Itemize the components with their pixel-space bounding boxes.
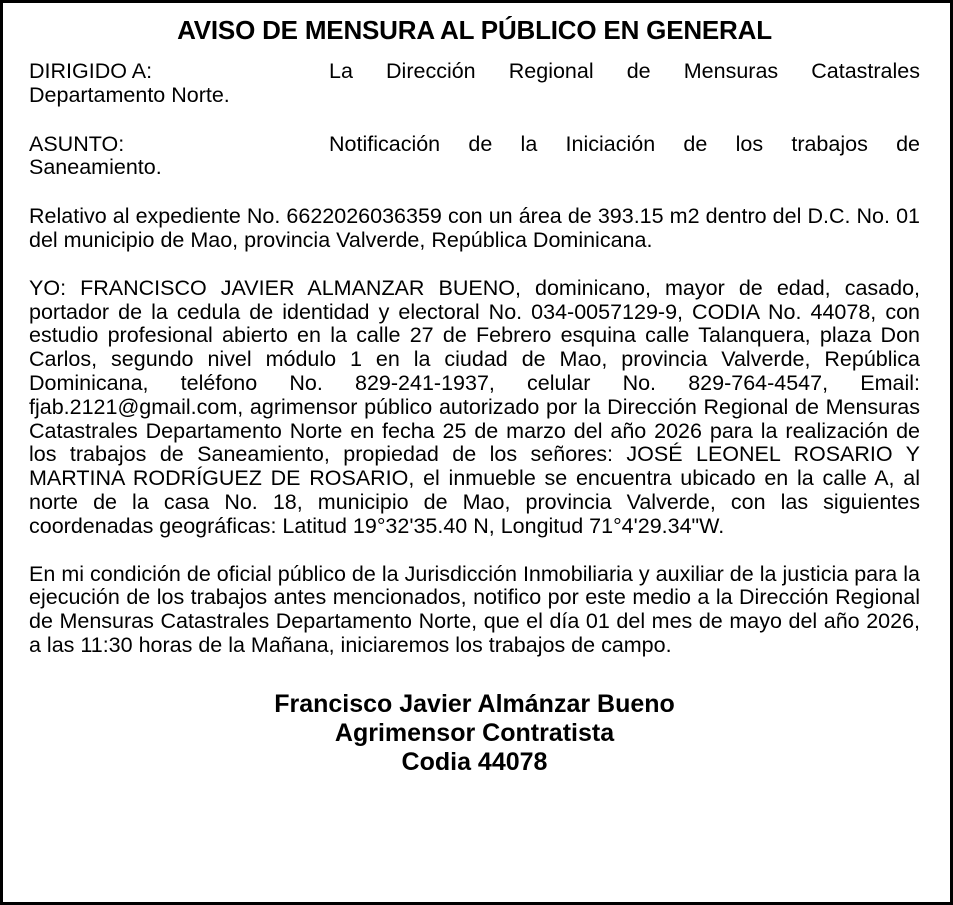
subject-value-line1: Notificación de la Iniciación de los trabajos de (329, 131, 920, 156)
notification-paragraph: En mi condición de oficial público de la Jurisdicción Inmobiliaria y auxiliar de la justicia para la ejecución de los trabajos antes mencionados, notifico por este medio a la Dirección Regional de Mensuras Catastrales Departamento Norte, que el día 01 del mes de mayo del año 2026, a las 11:30 horas de la Mañana, iniciaremos los trabajos de campo. (29, 561, 920, 657)
signature-block (29, 690, 920, 777)
signature-role: Agrimensor Contratista (334, 718, 615, 747)
signature-name: Francisco Javier Almánzar Bueno (274, 689, 675, 718)
notice-title: AVISO DE MENSURA AL PÚBLICO EN GENERAL (177, 15, 772, 45)
subject-label: ASUNTO: (29, 131, 125, 156)
file-reference-paragraph: Relativo al expediente No. 6622026036359 con un área de 393.15 m2 dentro del D.C. No. 01 del municipio de Mao, provincia Valverde, República Dominicana. (29, 204, 920, 252)
addressee-value-line1: La Dirección Regional de Mensuras Catastrales (329, 59, 920, 83)
addressee-block (29, 60, 920, 108)
surveyor-declaration-paragraph: YO: FRANCISCO JAVIER ALMANZAR BUENO, dominicano, mayor de edad, casado, portador de la cedula de identidad y electoral No. 034-0057129-9, CODIA No. 44078, con estudio profesional abierto en la calle 27 de Febrero esquina calle Talanquera, plaza Don Carlos, segundo nivel módulo 1 en la ciudad de Mao, provincia Valverde, República Dominicana, teléfono No. 829-241-1937, celular No. 829-764-4547, Email: fjab.2121@gmail.com, agrimensor público autorizado por la Dirección Regional de Mensuras Catastrales Departamento Norte en fecha 25 de marzo del año 2026 para la realización de los trabajos de Saneamiento, propiedad de los señores: JOSÉ LEONEL ROSARIO Y MARTINA RODRÍGUEZ DE ROSARIO, el inmueble se encuentra ubicado en la calle A, al norte de la casa No. 18, municipio de Mao, provincia Valverde, con las siguientes coordenadas geográficas: Latitud 19°32'35.40 N, Longitud 71°4'29.34"W. (29, 275, 920, 538)
addressee-value-line2: Departamento Norte. (29, 82, 230, 107)
subject-value-line2: Saneamiento. (29, 155, 162, 180)
subject-block (29, 133, 920, 181)
addressee-label: DIRIGIDO A: (29, 59, 153, 83)
signature-codia: Codia 44078 (401, 747, 548, 776)
